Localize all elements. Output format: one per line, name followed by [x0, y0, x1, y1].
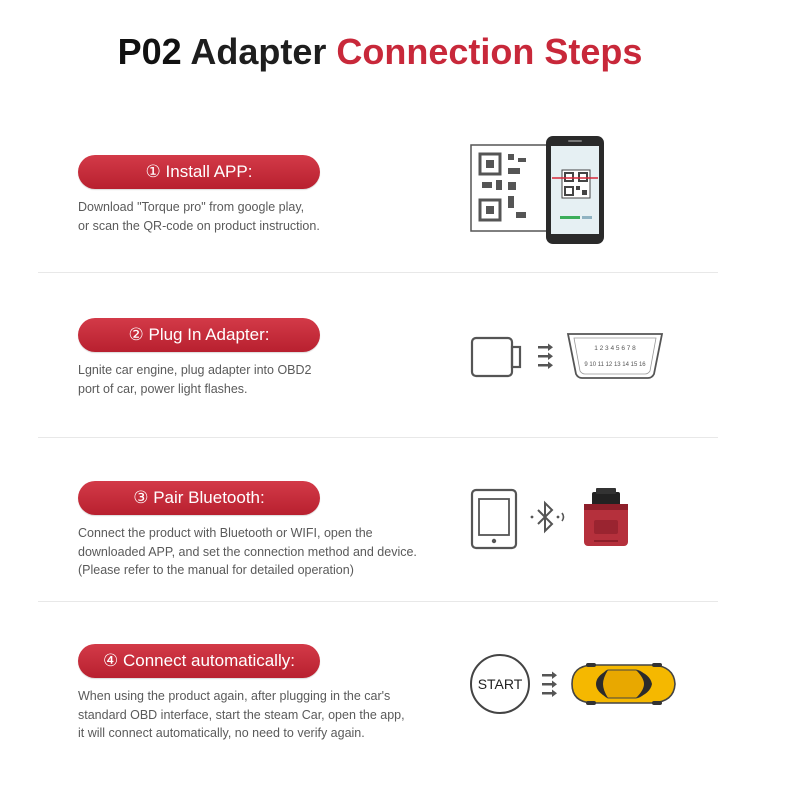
adapter-icon	[472, 338, 520, 376]
step-3-description	[78, 524, 458, 580]
step-1-description	[78, 198, 458, 235]
step-3-label: ③ Pair Bluetooth:	[78, 481, 320, 515]
step-2-description	[78, 361, 458, 398]
step-4-line-2: standard OBD interface, start the steam Car, open the app,	[78, 707, 405, 722]
divider	[38, 272, 718, 273]
car-icon	[572, 663, 675, 705]
obd-port-icon	[568, 334, 662, 378]
obd-adapter-icon	[584, 488, 628, 546]
title-model: P02	[117, 31, 182, 72]
port-bottom-pins: 9 10 11 12 13 14 15 16	[584, 362, 646, 368]
plug-adapter-illustration	[468, 330, 668, 382]
step-1-line-1: Download "Torque pro" from google play,	[78, 200, 305, 214]
step-1-line-2: or scan the QR-code on product instruction.	[78, 218, 320, 233]
step-3-line-1: Connect the product with Bluetooth or WIFI, open the	[78, 526, 373, 540]
divider	[38, 437, 718, 438]
step-4-label: ④ Connect automatically:	[78, 644, 320, 678]
step-2-line-2: port of car, power light flashes.	[78, 381, 248, 396]
step-3-line-3: (Please refer to the manual for detailed operation)	[78, 563, 354, 577]
arrows-icon	[538, 344, 553, 370]
divider	[38, 601, 718, 602]
title-connection-steps: Connection Steps	[336, 31, 643, 72]
connect-automatically-illustration	[468, 652, 680, 716]
step-2-line-1: Lgnite car engine, plug adapter into OBD2	[78, 363, 312, 377]
tablet-icon	[472, 490, 516, 548]
step-1-label: ① Install APP:	[78, 155, 320, 189]
start-button-icon	[471, 655, 529, 713]
pair-bluetooth-illustration	[468, 488, 638, 552]
step-4-line-1: When using the product again, after plugging in the car's	[78, 689, 391, 703]
step-3-line-2: downloaded APP, and set the connection method and device.	[78, 544, 417, 559]
start-label: START	[477, 676, 523, 692]
step-4-description	[78, 687, 458, 743]
bluetooth-icon	[531, 503, 564, 531]
title-adapter: Adapter	[190, 31, 327, 72]
port-top-pins: 1 2 3 4 5 6 7 8	[594, 345, 636, 352]
arrows-icon	[542, 672, 557, 698]
step-4-line-3: it will connect automatically, no need to verify again.	[78, 726, 365, 740]
step-2-label: ② Plug In Adapter:	[78, 318, 320, 352]
